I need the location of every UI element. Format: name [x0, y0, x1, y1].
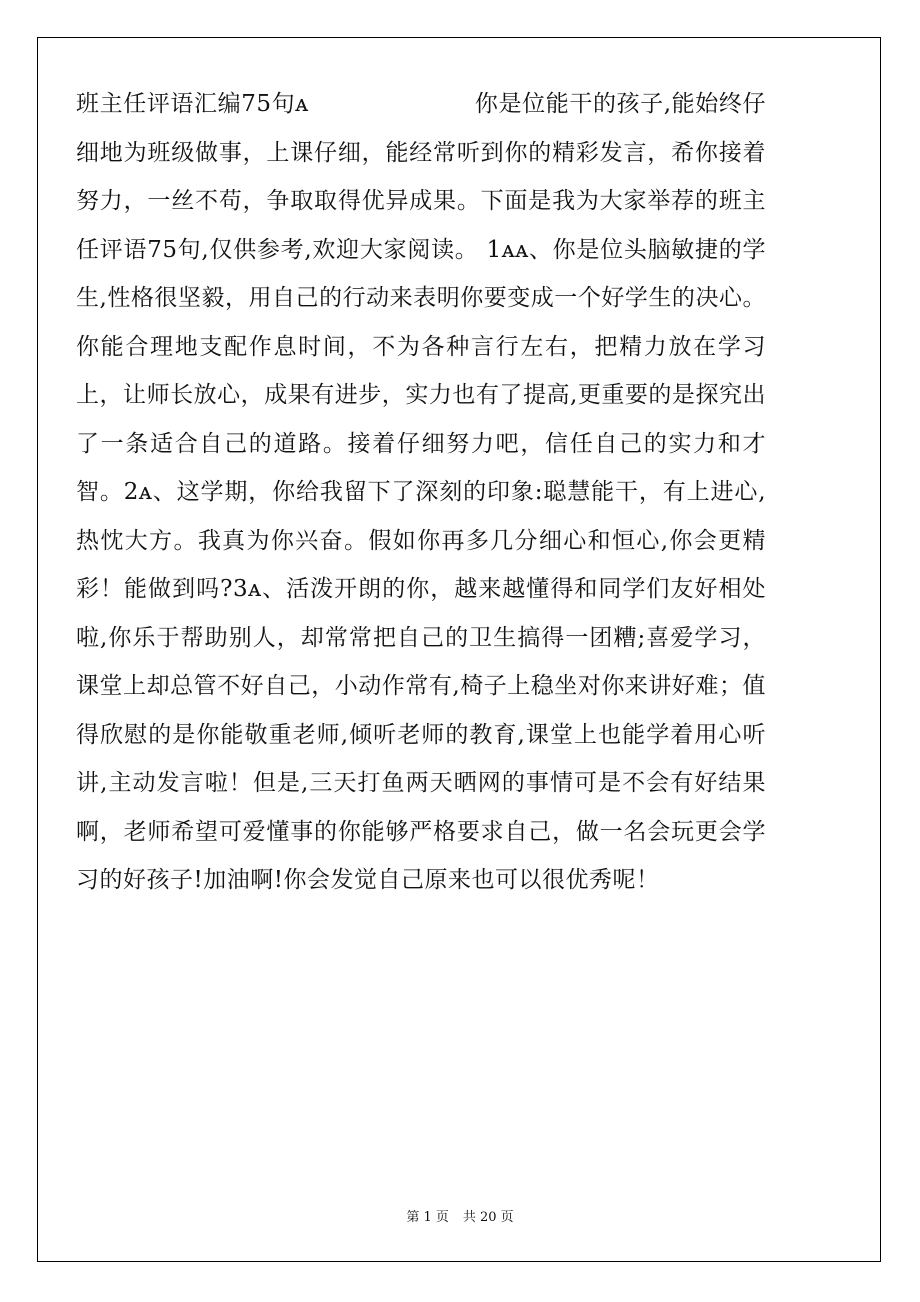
page-total: 共 20 页: [462, 1210, 514, 1225]
document-body: 班主任评语汇编75句ᴀ 你是位能干的孩子,能始终仔细地为班级做事，上课仔细，能经常听到你的精彩发言，希你接着努力，一丝不苟，争取取得优异成果。下面是我为大家举荐的班主任评语75句,仅供参考,欢迎大家阅读。 1ᴀᴀ、你是位头脑敏捷的学生,性格很坚毅，用自己的行动来表明你要变成一个好学生的决心。你能合理地支配作息时间，不为各种言行左右，把精力放在学习上，让师长放心，成果有进步，实力也有了提高,更重要的是探究出了一条适合自己的道路。接着仔细努力吧，信任自己的实力和才智。2ᴀ、这学期，你给我留下了深刻的印象:聪慧能干，有上进心,热忱大方。我真为你兴奋。假如你再多几分细心和恒心,你会更精彩！能做到吗?3ᴀ、活泼开朗的你，越来越懂得和同学们友好相处啦,你乐于帮助别人，却常常把自己的卫生搞得一团糟;喜爱学习，课堂上却总管不好自己，小动作常有,椅子上稳坐对你来讲好难；值得欣慰的是你能敬重老师,倾听老师的教育,课堂上也能学着用心听讲,主动发言啦！但是,三天打鱼两天晒网的事情可是不会有好结果啊，老师希望可爱懂事的你能够严格要求自己，做一名会玩更会学习的好孩子!加油啊!你会发觉自己原来也可以很优秀呢！: [76, 91, 766, 893]
page-number: 第 1 页: [406, 1210, 449, 1225]
page-footer: [0, 1206, 920, 1225]
